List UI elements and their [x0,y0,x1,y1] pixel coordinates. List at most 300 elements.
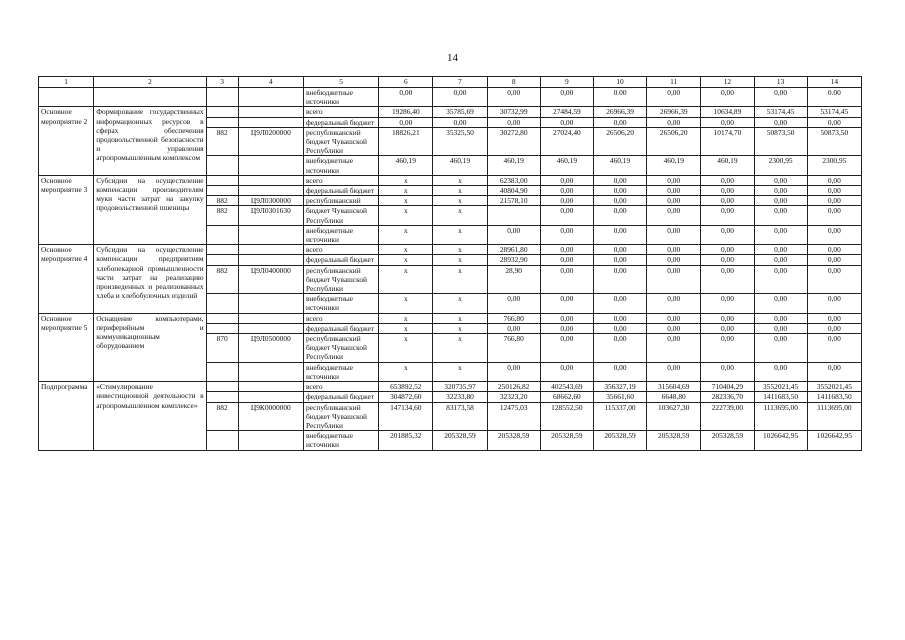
value-cell: x [379,175,433,185]
value-cell: 1113695,00 [807,402,861,431]
value-cell: 53174,45 [807,107,861,117]
csr-cell [238,88,303,107]
value-cell: x [379,265,433,294]
value-cell: 0,00 [647,245,701,255]
column-header: 4 [238,77,303,88]
value-cell: x [379,255,433,265]
value-cell: 0,00 [647,265,701,294]
csr-cell [238,313,303,323]
value-cell: 653892,52 [379,382,433,392]
value-cell: 0,00 [807,313,861,323]
value-cell: 460,19 [487,156,540,175]
event-label-cell [39,88,94,107]
value-cell: 0,00 [593,323,646,333]
value-cell: 0,00 [754,175,807,185]
value-cell: 62383,00 [487,175,540,185]
grbs-cell [206,175,238,185]
value-cell: 0,00 [807,186,861,196]
value-cell: 0,00 [807,334,861,363]
value-cell: 0,00 [807,175,861,185]
value-cell: 0,00 [754,362,807,381]
grbs-cell: 882 [206,265,238,294]
funding-source-cell: внебюджетные источники [303,88,378,107]
value-cell: 0,00 [593,206,646,225]
value-cell: 3552021,45 [807,382,861,392]
value-cell: x [433,186,487,196]
value-cell: 0,00 [593,313,646,323]
value-cell: x [433,323,487,333]
value-cell: 460,19 [647,156,701,175]
value-cell: 0,00 [647,117,701,127]
value-cell: 0,00 [540,196,593,206]
value-cell: x [433,362,487,381]
value-cell: 0,00 [540,362,593,381]
value-cell: 6648,80 [647,392,701,402]
event-description-cell: Формирование государственных информационных ресурсов в сферах обеспечения продовольственной безопасности и управления агропромышленным комплексом [94,107,206,175]
csr-cell [238,156,303,175]
value-cell: 205328,59 [593,431,646,450]
grbs-cell [206,156,238,175]
value-cell: 28961,80 [487,245,540,255]
value-cell: x [433,225,487,244]
grbs-cell [206,88,238,107]
value-cell: 0,00 [701,196,754,206]
value-cell: 0,00 [540,245,593,255]
funding-source-cell: всего [303,313,378,323]
value-cell: 53174,45 [754,107,807,117]
value-cell: x [433,245,487,255]
column-header: 8 [487,77,540,88]
funding-source-cell: бюджет Чувашской Республики [303,206,378,225]
value-cell: 0,00 [754,196,807,206]
value-cell: 0,00 [807,323,861,333]
value-cell: 0,00 [754,117,807,127]
event-label-cell: Основное мероприятие 4 [39,245,94,313]
value-cell: 460,19 [540,156,593,175]
csr-cell: Ц9Л0300000 [238,196,303,206]
value-cell: 0,00 [807,294,861,313]
value-cell: 320735,97 [433,382,487,392]
value-cell: 205328,59 [701,431,754,450]
value-cell: 2300,95 [807,156,861,175]
value-cell: 0,00 [754,323,807,333]
funding-source-cell: республиканский бюджет Чувашской Республики [303,402,378,431]
value-cell: 0,00 [754,225,807,244]
value-cell: 30272,80 [487,127,540,156]
csr-cell [238,382,303,392]
funding-source-cell: федеральный бюджет [303,117,378,127]
value-cell: 0,00 [593,245,646,255]
value-cell: x [379,323,433,333]
table-row [39,175,862,185]
value-cell: 0,00 [593,362,646,381]
event-description-cell: Субсидии на осуществление компенсации производителям муки части затрат на закупку продовольственной пшеницы [94,175,206,244]
value-cell: 0,00 [647,88,701,107]
column-header: 9 [540,77,593,88]
funding-source-cell: внебюджетные источники [303,225,378,244]
column-header: 13 [754,77,807,88]
value-cell: 460,19 [433,156,487,175]
value-cell: 0,00 [540,255,593,265]
grbs-cell [206,313,238,323]
funding-source-cell: республиканский бюджет Чувашской Республики [303,265,378,294]
value-cell: 0,00 [593,117,646,127]
value-cell [487,206,540,225]
funding-source-cell: всего [303,175,378,185]
value-cell: x [379,334,433,363]
csr-cell [238,245,303,255]
value-cell: 0,00 [701,117,754,127]
value-cell: 40804,90 [487,186,540,196]
value-cell: x [433,294,487,313]
column-header: 12 [701,77,754,88]
value-cell: 27024,40 [540,127,593,156]
value-cell: 460,19 [593,156,646,175]
value-cell: 0,00 [647,323,701,333]
value-cell: x [433,313,487,323]
value-cell: 147134,60 [379,402,433,431]
csr-cell [238,294,303,313]
value-cell: 0,00 [754,88,807,107]
value-cell: 0,00 [647,196,701,206]
value-cell: 0,00 [647,206,701,225]
funding-source-cell: внебюджетные источники [303,362,378,381]
funding-source-cell: внебюджетные источники [303,294,378,313]
table-row [39,313,862,323]
csr-cell [238,431,303,450]
event-label-cell: Основное мероприятие 5 [39,313,94,381]
column-header: 14 [807,77,861,88]
csr-cell [238,255,303,265]
value-cell: 250126,82 [487,382,540,392]
value-cell: 1411683,50 [754,392,807,402]
value-cell: 12475,03 [487,402,540,431]
value-cell: 0,00 [540,334,593,363]
value-cell: 83173,58 [433,402,487,431]
value-cell: 0.00 [807,88,861,107]
value-cell: 50873,50 [754,127,807,156]
value-cell: 26966,39 [647,107,701,117]
value-cell: 460,19 [379,156,433,175]
value-cell: 282336,70 [701,392,754,402]
value-cell: 0,00 [701,334,754,363]
grbs-cell: 870 [206,334,238,363]
value-cell: 1411683,50 [807,392,861,402]
value-cell: 1113695,00 [754,402,807,431]
value-cell: 21578,10 [487,196,540,206]
value-cell: x [433,334,487,363]
column-header: 1 [39,77,94,88]
value-cell: 0,00 [540,117,593,127]
value-cell: 0,00 [487,323,540,333]
value-cell: x [379,294,433,313]
value-cell: 0,00 [487,294,540,313]
value-cell: 0,00 [754,186,807,196]
value-cell: 0,00 [647,294,701,313]
funding-source-cell: всего [303,107,378,117]
value-cell: 0,00 [540,294,593,313]
value-cell: x [379,245,433,255]
value-cell: 766,80 [487,313,540,323]
value-cell: 0,00 [754,245,807,255]
funding-source-cell: федеральный бюджет [303,255,378,265]
value-cell: 19286,40 [379,107,433,117]
value-cell: x [379,196,433,206]
value-cell: 68662,60 [540,392,593,402]
value-cell: 0,00 [701,225,754,244]
value-cell: 0,00 [807,362,861,381]
value-cell: 0,00 [593,265,646,294]
funding-source-cell: внебюджетные источники [303,156,378,175]
column-header: 2 [94,77,206,88]
table-body [39,88,862,451]
value-cell: 0,00 [540,186,593,196]
event-description-cell: Субсидии на осуществление компенсации предприятиям хлебопекарной промышленности части затрат на реализацию произведенных и реализованных хлеба и хлебобулочных изделий [94,245,206,313]
funding-source-cell: республиканский [303,196,378,206]
value-cell: 0,00 [487,362,540,381]
value-cell: x [379,362,433,381]
csr-cell [238,186,303,196]
value-cell: 0,00 [647,334,701,363]
value-cell: 0,00 [701,245,754,255]
value-cell: 205328,59 [647,431,701,450]
value-cell: 0,00 [754,313,807,323]
budget-table [38,76,862,451]
grbs-cell [206,382,238,392]
value-cell: 0,00 [593,334,646,363]
column-header: 7 [433,77,487,88]
funding-source-cell: федеральный бюджет [303,392,378,402]
value-cell: x [379,225,433,244]
value-cell: x [433,265,487,294]
value-cell: 18826,21 [379,127,433,156]
value-cell: 205328,59 [433,431,487,450]
value-cell: 0,00 [593,225,646,244]
value-cell: 0,00 [807,255,861,265]
value-cell: 0,00 [540,323,593,333]
value-cell: 0,00 [701,255,754,265]
value-cell: 1026642,95 [754,431,807,450]
csr-cell: Ц9Л0500000 [238,334,303,363]
table-row [39,245,862,255]
funding-source-cell: республиканский бюджет Чувашской Республики [303,127,378,156]
value-cell: 26506,20 [593,127,646,156]
value-cell: 201885,32 [379,431,433,450]
event-description-cell: «Стимулирование инвестиционной деятельности в агропромышленном комплексе» [94,382,206,450]
grbs-cell [206,255,238,265]
value-cell: 0,00 [807,196,861,206]
grbs-cell: 882 [206,196,238,206]
value-cell: 315604,69 [647,382,701,392]
value-cell: 26506,20 [647,127,701,156]
value-cell: 0,00 [647,225,701,244]
csr-cell [238,392,303,402]
column-header: 11 [647,77,701,88]
value-cell: 35661,60 [593,392,646,402]
value-cell: 0,00 [593,175,646,185]
value-cell: 0,00 [807,225,861,244]
value-cell: 0,00 [540,88,593,107]
value-cell: 0,00 [593,294,646,313]
event-description-cell: Оснащение компьютерами, периферийным и коммуникационным оборудованием [94,313,206,381]
csr-cell [238,323,303,333]
value-cell: x [433,255,487,265]
csr-cell: Ц9К0000000 [238,402,303,431]
page-number: 14 [447,52,458,64]
table-row [39,88,862,107]
value-cell: 222739,00 [701,402,754,431]
value-cell: 28,90 [487,265,540,294]
value-cell: 28932,90 [487,255,540,265]
value-cell: 0,00 [701,175,754,185]
value-cell: 766,80 [487,334,540,363]
value-cell: 0,00 [754,265,807,294]
value-cell: 205328,59 [487,431,540,450]
column-header: 5 [303,77,378,88]
grbs-cell [206,294,238,313]
event-label-cell: Подпрограмма [39,382,94,450]
funding-source-cell: внебюджетные источники [303,431,378,450]
value-cell: 0,00 [540,265,593,294]
value-cell: 32233,80 [433,392,487,402]
csr-cell: Ц9Л0200000 [238,127,303,156]
value-cell: x [433,196,487,206]
csr-cell [238,117,303,127]
value-cell: 0,00 [487,225,540,244]
value-cell: 0,00 [701,265,754,294]
value-cell: 0,00 [701,206,754,225]
value-cell: 0,00 [540,175,593,185]
value-cell: 0.00 [593,88,646,107]
value-cell: 10174,70 [701,127,754,156]
grbs-cell [206,362,238,381]
value-cell: 3552021,45 [754,382,807,392]
value-cell: 35785,69 [433,107,487,117]
value-cell: 0,00 [540,225,593,244]
grbs-cell [206,245,238,255]
funding-source-cell: федеральный бюджет [303,323,378,333]
value-cell: 27484,59 [540,107,593,117]
value-cell: 30732,99 [487,107,540,117]
value-cell: x [433,206,487,225]
value-cell: 0,00 [701,313,754,323]
grbs-cell [206,323,238,333]
value-cell: 0,00 [647,255,701,265]
value-cell: 0,00 [379,88,433,107]
value-cell: 0,00 [593,255,646,265]
value-cell: x [433,175,487,185]
value-cell: 0,00 [379,117,433,127]
value-cell: 0,00 [701,186,754,196]
event-label-cell: Основное мероприятие 3 [39,175,94,244]
value-cell: 0,00 [754,334,807,363]
table-row [39,382,862,392]
grbs-cell [206,225,238,244]
csr-cell [238,175,303,185]
csr-cell: Ц9Л0301630 [238,206,303,225]
value-cell: 0,00 [754,255,807,265]
funding-source-cell: всего [303,382,378,392]
value-cell: 0,00 [433,88,487,107]
funding-source-cell: федеральный бюджет [303,186,378,196]
value-cell: x [379,206,433,225]
value-cell: x [379,313,433,323]
value-cell: 0,00 [647,362,701,381]
table-row [39,107,862,117]
value-cell: 0,00 [807,117,861,127]
grbs-cell [206,431,238,450]
value-cell: 0,00 [647,186,701,196]
value-cell: 0,00 [593,196,646,206]
value-cell: 1026642,95 [807,431,861,450]
value-cell: 0,00 [647,313,701,323]
value-cell: 128552,50 [540,402,593,431]
header-row [39,77,862,88]
value-cell: 0,00 [487,117,540,127]
value-cell: 0,00 [754,294,807,313]
value-cell: 0,00 [647,175,701,185]
value-cell: 304872,60 [379,392,433,402]
value-cell: 0,00 [701,88,754,107]
value-cell: 710404,29 [701,382,754,392]
value-cell: 35325,50 [433,127,487,156]
value-cell: 0,00 [701,294,754,313]
grbs-cell [206,392,238,402]
value-cell: 115337,00 [593,402,646,431]
column-header: 3 [206,77,238,88]
value-cell: 0,00 [807,265,861,294]
column-header: 10 [593,77,646,88]
funding-source-cell: республиканский бюджет Чувашской Республики [303,334,378,363]
value-cell: 460,19 [701,156,754,175]
column-header: 6 [379,77,433,88]
grbs-cell [206,107,238,117]
value-cell: 205328,59 [540,431,593,450]
value-cell: 0,00 [807,245,861,255]
value-cell: 103627,30 [647,402,701,431]
csr-cell: Ц9Л0400000 [238,265,303,294]
csr-cell [238,362,303,381]
value-cell: 0,00 [754,206,807,225]
value-cell: 0,00 [701,323,754,333]
value-cell: 32323,20 [487,392,540,402]
grbs-cell: 882 [206,127,238,156]
value-cell: 0,00 [593,186,646,196]
value-cell: 356327,19 [593,382,646,392]
grbs-cell: 882 [206,206,238,225]
value-cell: 0,00 [540,206,593,225]
csr-cell [238,107,303,117]
value-cell: 402543,69 [540,382,593,392]
value-cell: 50873,50 [807,127,861,156]
csr-cell [238,225,303,244]
table-header [39,77,862,88]
value-cell: 10634,89 [701,107,754,117]
value-cell: 0,00 [807,206,861,225]
value-cell: 26966,39 [593,107,646,117]
funding-source-cell: всего [303,245,378,255]
grbs-cell [206,117,238,127]
value-cell: 0,00 [540,313,593,323]
value-cell: 2300,95 [754,156,807,175]
grbs-cell: 882 [206,402,238,431]
value-cell: 0,00 [701,362,754,381]
value-cell: 0,00 [433,117,487,127]
event-description-cell [94,88,206,107]
value-cell: x [379,186,433,196]
event-label-cell: Основное мероприятие 2 [39,107,94,175]
grbs-cell [206,186,238,196]
